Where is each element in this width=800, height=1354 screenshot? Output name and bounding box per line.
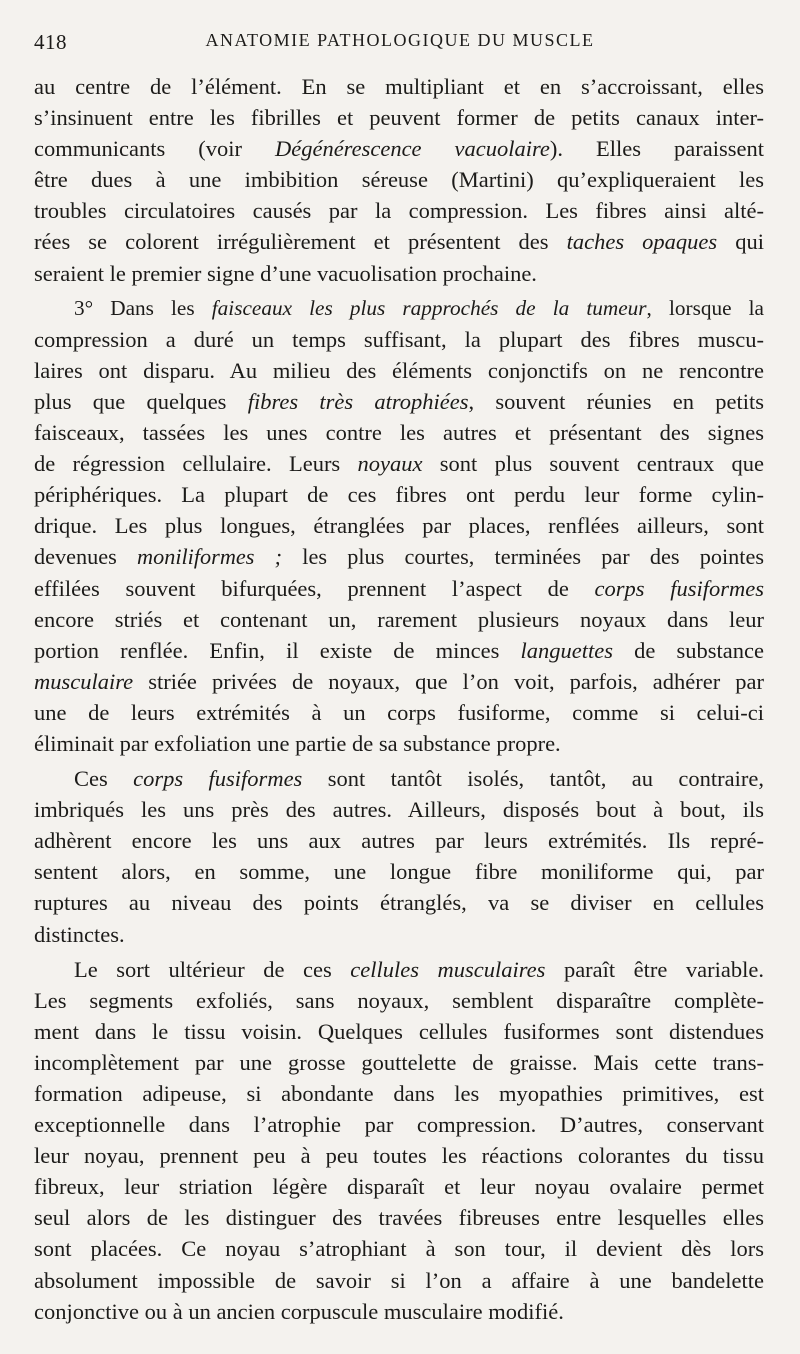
- text-line: [34, 448, 764, 479]
- text-span: ruptures au niveau des points étranglés, va se diviser en cellules: [34, 890, 764, 916]
- text-line: [34, 541, 764, 572]
- text-span: , souvent réunies en petits: [468, 388, 764, 414]
- paragraph: [34, 954, 764, 1327]
- text-span: de substance: [613, 637, 764, 663]
- text-span: Le sort ultérieur de ces: [74, 956, 351, 982]
- text-line: [34, 71, 764, 102]
- italic-text: cellules musculaires: [350, 956, 546, 982]
- text-span: 3° Dans les: [74, 295, 212, 320]
- text-span: troubles circulatoires causés par la compression. Les fibres ainsi alté-: [34, 198, 764, 224]
- text-span: encore striés et contenant un, rarement plusieurs noyaux dans leur: [34, 606, 764, 632]
- text-line: [34, 763, 764, 794]
- text-span: paraît être variable.: [545, 956, 764, 982]
- text-line: [34, 825, 764, 856]
- text-span: seraient le premier signe d’une vacuolisation prochaine.: [34, 260, 537, 286]
- text-span: faisceaux, tassées les unes contre les autres et présentant des signes: [34, 420, 764, 446]
- text-span: fibreux, leur striation légère disparaît et leur noyau ovalaire permet: [34, 1174, 764, 1200]
- text-span: sentent alors, en somme, une longue fibre moniliforme qui, par: [34, 859, 764, 885]
- text-line: [34, 728, 764, 759]
- text-line: [34, 133, 764, 164]
- text-span: seul alors de les distinguer des travées fibreuses entre lesquelles elles: [34, 1205, 764, 1231]
- paragraph: [34, 71, 764, 289]
- text-line: [34, 355, 764, 386]
- text-line: [34, 164, 764, 195]
- paragraph: [34, 763, 764, 950]
- text-line: [34, 1265, 764, 1296]
- text-line: [34, 604, 764, 635]
- text-span: éliminait par exfoliation une partie de sa substance propre.: [34, 730, 561, 756]
- text-line: [34, 1140, 764, 1171]
- text-line: [34, 985, 764, 1016]
- italic-text: moniliformes ;: [137, 544, 283, 570]
- text-span: drique. Les plus longues, étranglées par places, renflées ailleurs, sont: [34, 513, 764, 539]
- text-span: portion renflée. Enfin, il existe de minces: [34, 637, 521, 663]
- text-span: périphériques. La plupart de ces fibres ont perdu leur forme cylin-: [34, 482, 764, 508]
- text-line: [34, 226, 764, 257]
- text-span: striée privées de noyaux, que l’on voit, parfois, adhérer par: [133, 668, 764, 694]
- text-span: sont tantôt isolés, tantôt, au contraire,: [302, 766, 764, 792]
- text-line: [34, 856, 764, 887]
- italic-text: noyaux: [357, 451, 423, 477]
- text-span: les plus courtes, terminées par des pointes: [282, 544, 764, 570]
- text-span: , lorsque la: [646, 295, 764, 320]
- italic-text: languettes: [520, 637, 614, 663]
- text-line: [34, 1109, 764, 1140]
- text-span: distinctes.: [34, 921, 125, 947]
- text-line: [34, 258, 764, 289]
- text-line: [34, 195, 764, 226]
- text-span: s’insinuent entre les fibrilles et peuvent former de petits canaux inter-: [34, 105, 764, 131]
- text-line: [34, 479, 764, 510]
- text-span: de régression cellulaire. Leurs: [34, 451, 358, 477]
- text-span: absolument impossible de savoir si l’on a affaire à une bandelette: [34, 1267, 764, 1293]
- text-line: [34, 919, 764, 950]
- italic-text: corps fusiformes: [133, 766, 303, 792]
- text-line: [34, 887, 764, 918]
- text-line: [34, 1296, 764, 1327]
- italic-text: Dégénérescence vacuolaire: [274, 136, 550, 162]
- text-span: imbriqués les uns près des autres. Ailleurs, disposés bout à bout, ils: [34, 797, 764, 823]
- text-line: [34, 1202, 764, 1233]
- text-span: Ces: [74, 766, 134, 792]
- text-span: exceptionnelle dans l’atrophie par compression. D’autres, conservant: [34, 1112, 764, 1138]
- text-span: effilées souvent bifurquées, prennent l’aspect de: [34, 575, 595, 601]
- text-span: rées se colorent irrégulièrement et présentent des: [34, 229, 567, 255]
- italic-text: fibres très atrophiées: [247, 388, 469, 414]
- text-span: compression a duré un temps suffisant, la plupart des fibres muscu-: [34, 326, 764, 352]
- text-span: adhèrent encore les uns aux autres par leurs extrémités. Ils repré-: [34, 828, 764, 854]
- text-line: [34, 1047, 764, 1078]
- text-span: être dues à une imbibition séreuse (Martini) qu’expliqueraient les: [34, 167, 764, 193]
- text-line: [34, 573, 764, 604]
- text-line: [34, 386, 764, 417]
- text-span: laires ont disparu. Au milieu des éléments conjonctifs on ne rencontre: [34, 357, 764, 383]
- text-span: sont plus souvent centraux que: [422, 451, 764, 477]
- italic-text: faisceaux les plus rapprochés de la tumeur: [211, 295, 647, 320]
- text-span: conjonctive ou à un ancien corpuscule musculaire modifié.: [34, 1298, 564, 1324]
- text-span: Les segments exfoliés, sans noyaux, semblent disparaître complète-: [34, 987, 764, 1013]
- text-span: incomplètement par une grosse gouttelette de graisse. Mais cette trans-: [34, 1049, 764, 1075]
- text-line: [34, 954, 764, 985]
- text-span: devenues: [34, 544, 137, 570]
- text-line: [34, 635, 764, 666]
- text-line: [34, 293, 764, 324]
- text-line: [34, 666, 764, 697]
- text-span: une de leurs extrémités à un corps fusiforme, comme si celui-ci: [34, 699, 764, 725]
- running-title: ANATOMIE PATHOLOGIQUE DU MUSCLE: [205, 30, 595, 50]
- text-line: [34, 1078, 764, 1109]
- text-line: [34, 1233, 764, 1264]
- text-span: communicants (voir: [34, 136, 275, 162]
- text-span: ment dans le tissu voisin. Quelques cellules fusiformes sont distendues: [34, 1018, 764, 1044]
- text-line: [34, 697, 764, 728]
- italic-text: musculaire: [34, 668, 134, 694]
- text-line: [34, 510, 764, 541]
- text-line: [34, 1016, 764, 1047]
- page-header: [34, 30, 766, 58]
- text-span: formation adipeuse, si abondante dans les myopathies primitives, est: [34, 1081, 764, 1106]
- text-span: leur noyau, prennent peu à peu toutes les réactions colorantes du tissu: [34, 1143, 764, 1169]
- text-span: au centre de l’élément. En se multipliant et en s’accroissant, elles: [34, 74, 764, 99]
- italic-text: taches opaques: [566, 229, 718, 255]
- text-line: [34, 417, 764, 448]
- page-number: 418: [34, 30, 67, 54]
- paragraph: [34, 293, 764, 759]
- text-line: [34, 102, 764, 133]
- text-span: qui: [717, 229, 764, 255]
- italic-text: corps fusiformes: [594, 575, 764, 601]
- text-span: plus que quelques: [34, 388, 248, 414]
- text-span: sont placées. Ce noyau s’atrophiant à son tour, il devient dès lors: [34, 1236, 764, 1262]
- text-line: [34, 794, 764, 825]
- body-text: [34, 71, 764, 1327]
- text-line: [34, 1171, 764, 1202]
- text-line: [34, 324, 764, 355]
- text-span: ). Elles paraissent: [549, 136, 764, 162]
